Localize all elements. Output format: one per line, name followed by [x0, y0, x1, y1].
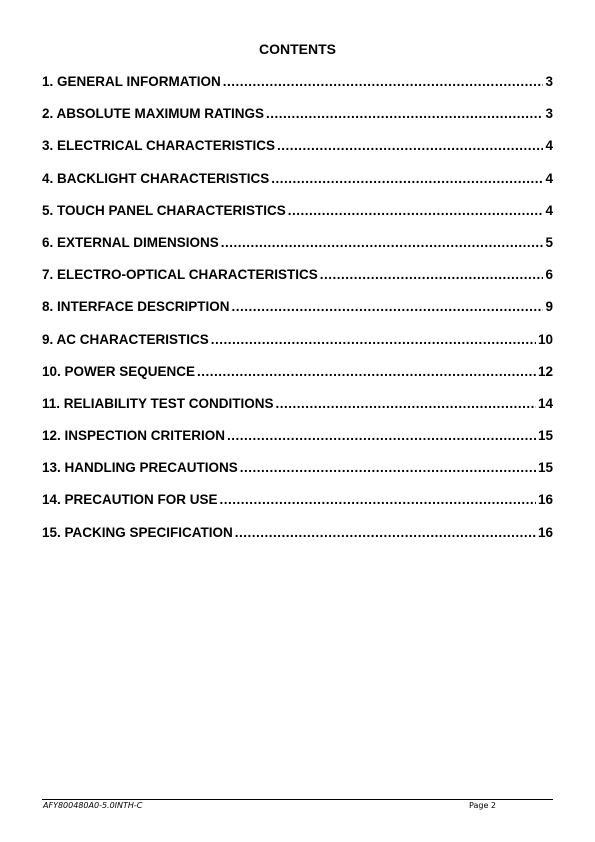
toc-entry-page: 15: [537, 460, 553, 476]
toc-dot-leader: [211, 332, 536, 347]
toc-entry-label: 7. ELECTRO-OPTICAL CHARACTERISTICS: [42, 267, 318, 283]
toc-entry-label: 13. HANDLING PRECAUTIONS: [42, 460, 238, 476]
toc-entry-label: 8. INTERFACE DESCRIPTION: [42, 299, 230, 315]
toc-entry-label: 2. ABSOLUTE MAXIMUM RATINGS: [42, 106, 264, 122]
toc-entry-page: 6: [545, 267, 553, 283]
toc-dot-leader: [220, 492, 536, 507]
toc-entry-label: 5. TOUCH PANEL CHARACTERISTICS: [42, 202, 286, 218]
toc-dot-leader: [240, 460, 536, 475]
toc-entry[interactable]: [42, 106, 553, 138]
toc-entry[interactable]: [42, 299, 553, 331]
toc-entry-page: 16: [537, 524, 553, 540]
toc-entry[interactable]: [42, 396, 553, 428]
toc-entry[interactable]: [42, 171, 553, 203]
toc-entry[interactable]: [42, 138, 553, 170]
toc-dot-leader: [232, 299, 544, 314]
toc-entry[interactable]: [42, 235, 553, 267]
toc-entry-label: 15. PACKING SPECIFICATION: [42, 524, 233, 540]
toc-entry[interactable]: [42, 332, 553, 364]
toc-entry-label: 4. BACKLIGHT CHARACTERISTICS: [42, 170, 270, 186]
toc-dot-leader: [197, 364, 536, 379]
toc-entry-page: 3: [545, 74, 553, 89]
toc-entry[interactable]: [42, 203, 553, 235]
toc-entry-page: 15: [537, 428, 553, 444]
toc-entry-page: 16: [537, 492, 553, 508]
toc-entry-page: 5: [545, 234, 553, 250]
toc-entry-page: 9: [545, 299, 553, 315]
toc-entry-label: 9. AC CHARACTERISTICS: [42, 331, 209, 347]
toc-entry-label: 12. INSPECTION CRITERION: [42, 428, 226, 444]
toc-dot-leader: [223, 74, 544, 89]
toc-entry-label: 11. RELIABILITY TEST CONDITIONS: [42, 395, 274, 411]
toc-entry-page: 14: [537, 395, 553, 411]
toc-dot-leader: [221, 235, 544, 250]
toc-entry-label: 6. EXTERNAL DIMENSIONS: [42, 234, 219, 250]
toc-dot-leader: [271, 171, 543, 186]
toc-entry[interactable]: [42, 428, 553, 460]
toc-entry-label: 3. ELECTRICAL CHARACTERISTICS: [42, 138, 276, 154]
toc-entry[interactable]: [42, 74, 553, 106]
toc-entry-page: 3: [545, 106, 553, 122]
toc-entry-label: 10. POWER SEQUENCE: [42, 363, 196, 379]
toc-entry-label: 1. GENERAL INFORMATION: [42, 74, 221, 89]
toc-dot-leader: [227, 428, 536, 443]
toc-dot-leader: [276, 396, 536, 411]
toc-entry[interactable]: [42, 267, 553, 299]
toc-entry[interactable]: [42, 492, 553, 524]
toc-entry-page: 4: [545, 138, 553, 154]
footer-document-id: AFY800480A0-5.0INTH-C: [43, 801, 143, 810]
toc-entry-label: 14. PRECAUTION FOR USE: [42, 492, 218, 508]
page-title: CONTENTS: [259, 41, 336, 57]
toc-entry-page: 10: [537, 331, 553, 347]
toc-entry[interactable]: [42, 460, 553, 492]
toc-dot-leader: [266, 106, 543, 121]
toc-entry[interactable]: [42, 364, 553, 396]
toc-dot-leader: [235, 525, 536, 540]
footer-page-number: Page 2: [469, 801, 496, 810]
toc-dot-leader: [288, 203, 544, 218]
toc-dot-leader: [320, 267, 544, 282]
footer-divider: [42, 799, 553, 800]
toc-dot-leader: [277, 138, 543, 153]
table-of-contents: [42, 74, 553, 557]
toc-entry-page: 12: [537, 363, 553, 379]
toc-entry[interactable]: [42, 525, 553, 557]
toc-entry-page: 4: [545, 202, 553, 218]
toc-entry-page: 4: [545, 170, 553, 186]
